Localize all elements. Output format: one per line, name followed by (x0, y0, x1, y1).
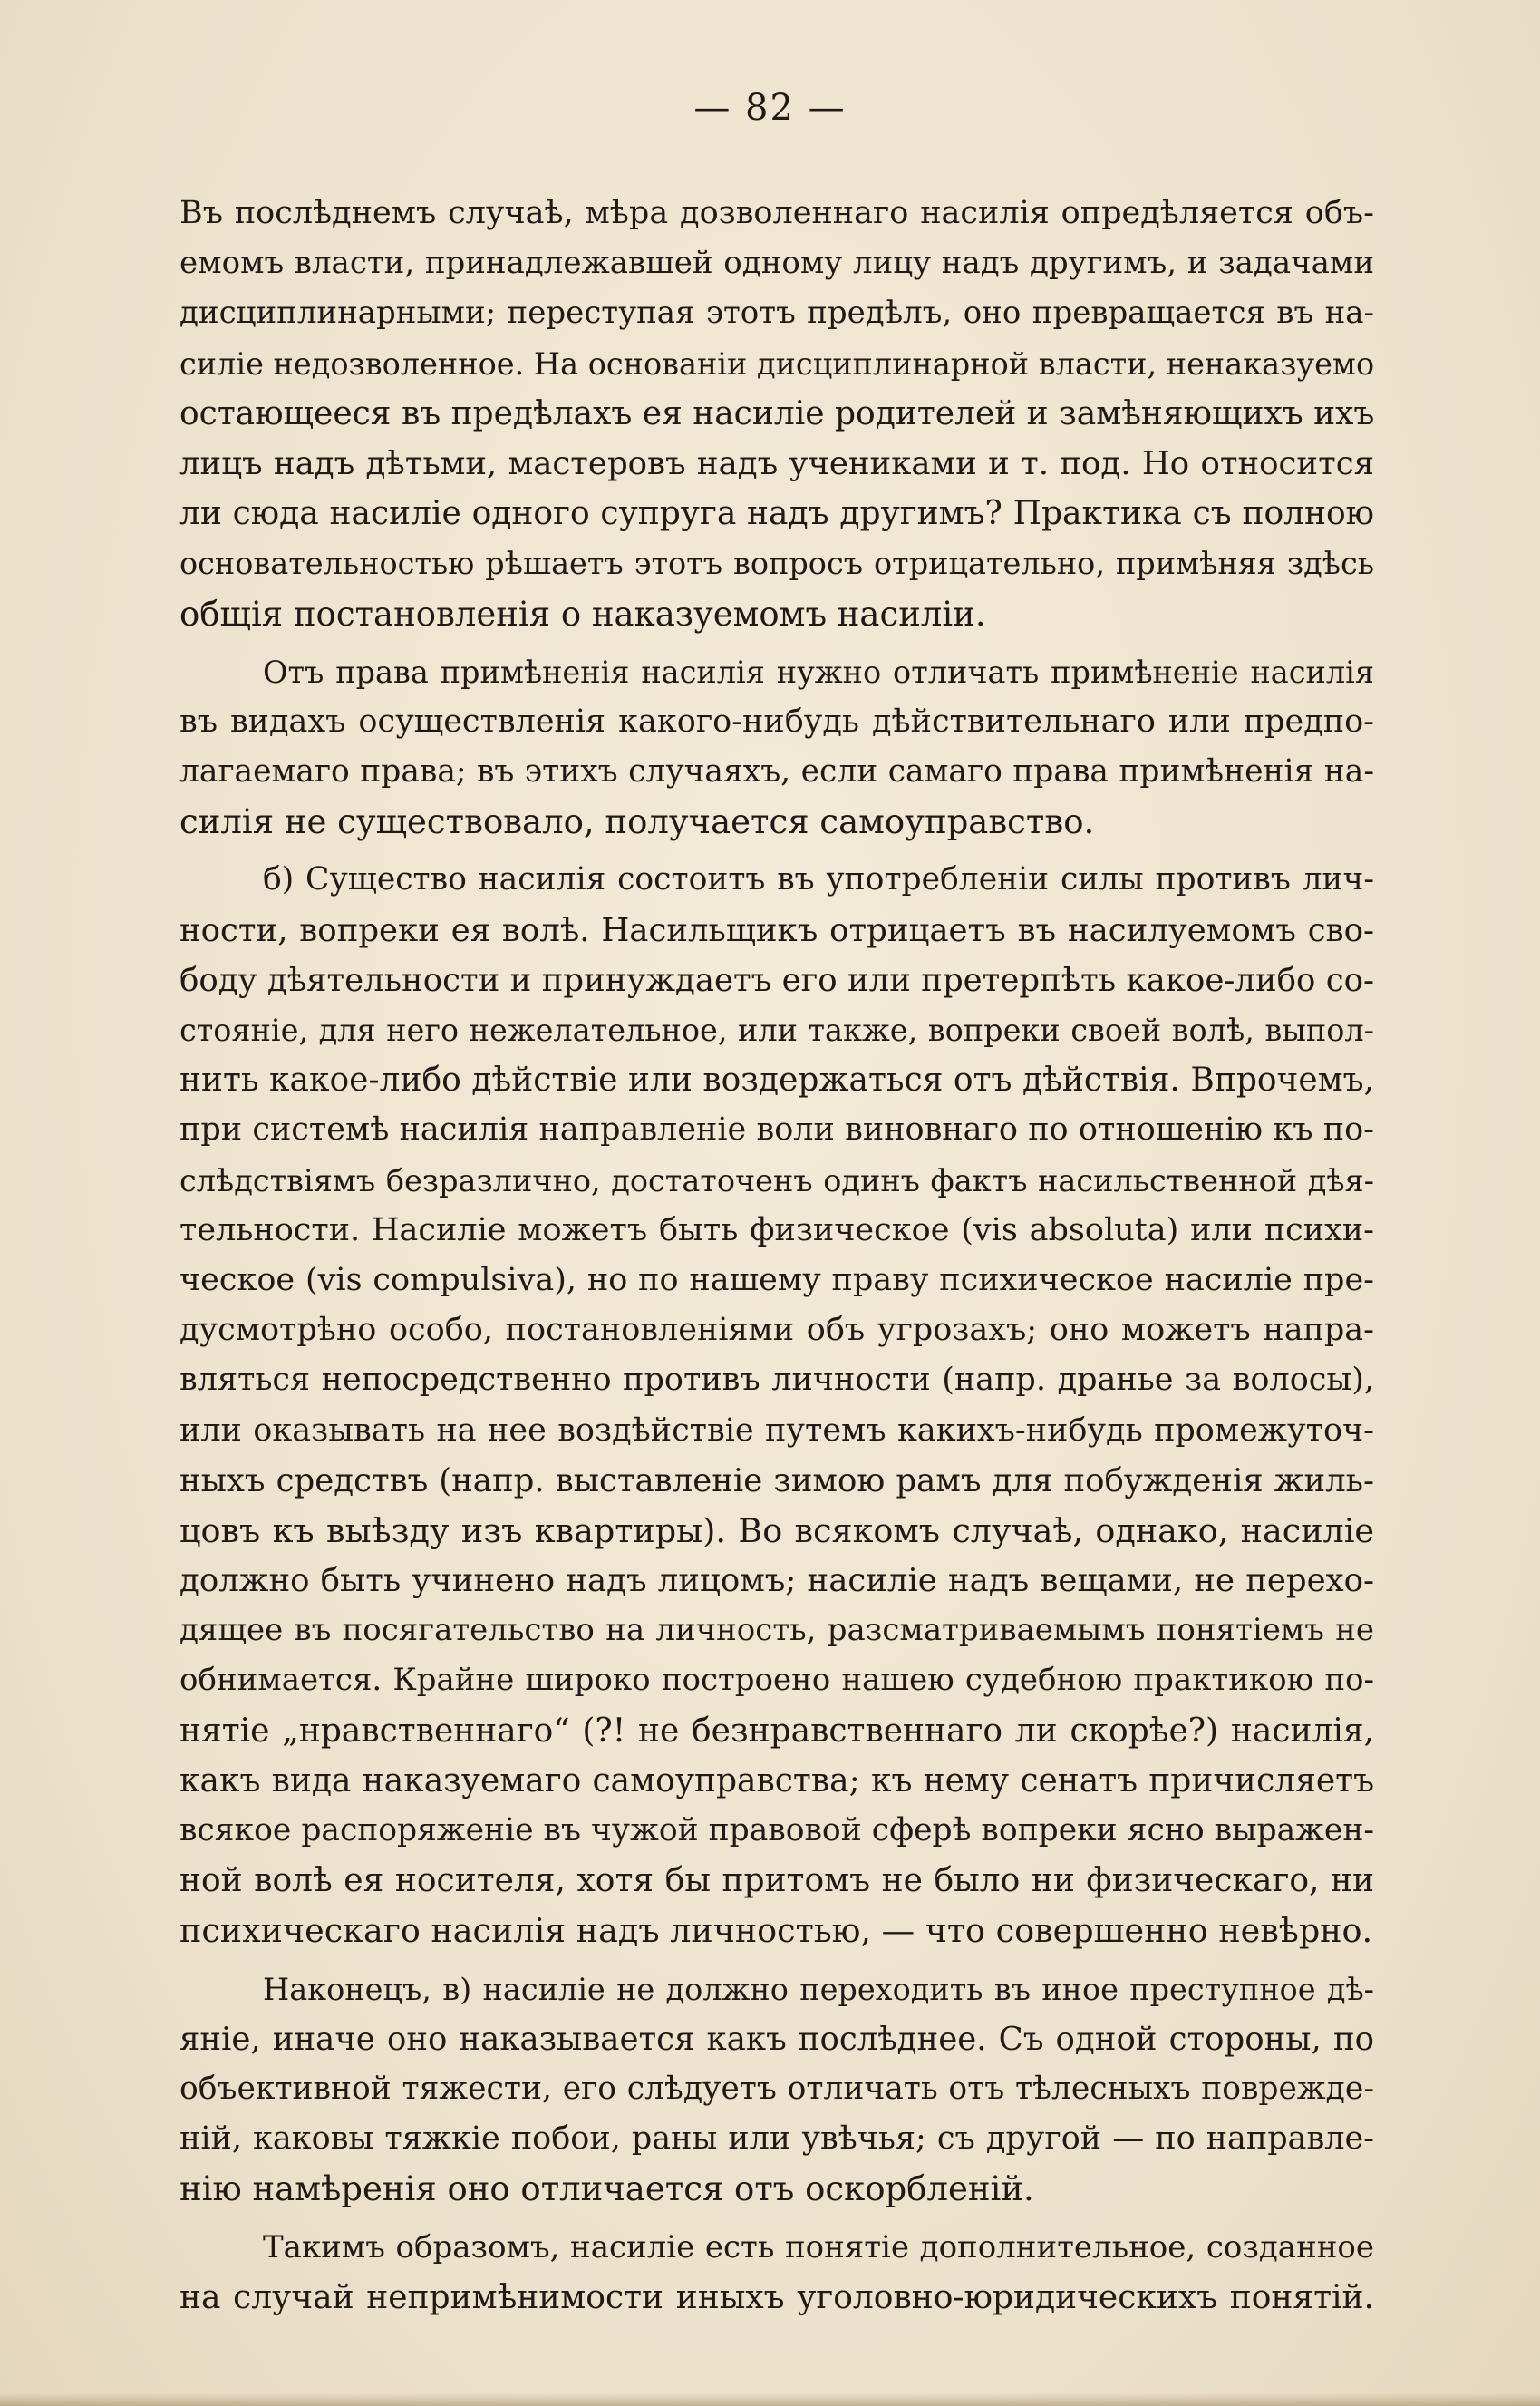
text-line: тельности. Насиліе можетъ быть физическое (vis absoluta) или психи- (179, 1211, 1374, 1248)
page-number: — 82 — (693, 87, 847, 129)
text-line: Отъ права примѣненія насилія нужно отличать примѣненіе насилія (263, 654, 1374, 690)
text-line: силіе недозволенное. На основаніи дисциплинарной власти, ненаказуемо (179, 345, 1374, 382)
text-line: обнимается. Крайне широко построено нашею судебною практикою по- (179, 1662, 1374, 1699)
text-line: въ видахъ осуществленія какого-нибудь дѣйствительнаго или предпо- (179, 703, 1374, 740)
text-line: силія не существовало, получается самоуправство. (179, 802, 1095, 842)
text-line: слѣдствіямъ безразлично, достаточенъ одинъ фактъ насильственной дѣя- (179, 1162, 1374, 1198)
text-line: какъ вида наказуемаго самоуправства; къ нему сенатъ причисляетъ (179, 1761, 1374, 1800)
paragraph (179, 2223, 1374, 2323)
text-line: основательностью рѣшаетъ этотъ вопросъ отрицательно, примѣняя здѣсь (179, 546, 1374, 582)
text-line: ной волѣ ея носителя, хотя бы притомъ не было ни физическаго, ни (179, 1862, 1374, 1900)
text-line: ли сюда насиліе одного супруга надъ другимъ? Практика съ полною (179, 495, 1374, 533)
text-line: всякое распоряженіе въ чужой правовой сферѣ вопреки ясно выражен- (179, 1812, 1374, 1848)
text-line: лицъ надъ дѣтьми, мастеровъ надъ учениками и т. под. Но относится (179, 444, 1374, 482)
text-line: ности, вопреки ея волѣ. Насильщикъ отрицаетъ въ насилуемомъ сво- (179, 911, 1374, 949)
page-bottom-edge (0, 2393, 1540, 2406)
text-line: яніе, иначе оно наказывается какъ послѣднее. Съ одной стороны, по (179, 2020, 1374, 2058)
text-line: объективной тяжести, его слѣдуетъ отличать отъ тѣлесныхъ поврежде- (179, 2070, 1374, 2107)
text-line: дусмотрѣно особо, постановленіями объ угрозахъ; оно можетъ напра- (179, 1312, 1374, 1349)
paragraph (179, 1965, 1374, 2215)
paragraph (179, 855, 1374, 1955)
text-line: на случай непримѣнимости иныхъ уголовно-юридическихъ понятій. (179, 2278, 1374, 2316)
text-line: лагаемаго права; въ этихъ случаяхъ, если самаго права примѣненія на- (179, 753, 1374, 791)
text-line: дящее въ посягательство на личность, разсматриваемымъ понятіемъ не (179, 1612, 1374, 1649)
text-line: психическаго насилія надъ личностью, — что совершенно невѣрно. (179, 1911, 1373, 1951)
paragraph (179, 647, 1374, 848)
text-line: или оказывать на нее воздѣйствіе путемъ какихъ-нибудь промежуточ- (179, 1412, 1374, 1449)
paragraph (179, 189, 1374, 639)
text-line: Въ послѣднемъ случаѣ, мѣра дозволеннаго насилія опредѣляется объ- (179, 195, 1374, 231)
text-line: ныхъ средствъ (напр. выставленіе зимою рамъ для побужденія жиль- (179, 1461, 1374, 1499)
text-line: Такимъ образомъ, насиліе есть понятіе дополнительное, созданное (263, 2228, 1374, 2265)
text-line: ческое (vis compulsiva), но по нашему праву психическое насиліе пре- (179, 1261, 1374, 1298)
text-line: дисциплинарными; переступая этотъ предѣлъ, оно превращается въ на- (179, 295, 1374, 332)
text-line: при системѣ насилія направленіе воли виновнаго по отношенію къ по- (179, 1111, 1374, 1149)
text-line: б) Существо насилія состоитъ въ употребленіи силы противъ лич- (263, 861, 1374, 898)
text-line: нить какое-либо дѣйствіе или воздержаться отъ дѣйствія. Впрочемъ, (179, 1062, 1374, 1100)
text-line: должно быть учинено надъ лицомъ; насиліе надъ вещами, не перехо- (179, 1562, 1374, 1600)
text-line: цовъ къ выѣзду изъ квартиры). Во всякомъ случаѣ, однако, насиліе (179, 1510, 1374, 1550)
text-line: общія постановленія о наказуемомъ насиліи. (179, 594, 986, 634)
text-line: вляться непосредственно противъ личности (напр. дранье за волосы), (179, 1362, 1374, 1399)
text-line: Наконецъ, в) насиліе не должно переходить въ иное преступное дѣ- (263, 1971, 1374, 2007)
text-line: остающееся въ предѣлахъ ея насиліе родителей и замѣняющихъ ихъ (179, 394, 1374, 432)
body-text (179, 189, 1374, 2323)
text-line: емомъ власти, принадлежавшей одному лицу надъ другимъ, и задачами (179, 245, 1374, 282)
text-line: нятіе „нравственнаго“ (?! не безнравственнаго ли скорѣе?) насилія, (179, 1712, 1374, 1750)
text-line: стояніе, для него нежелательное, или также, вопреки своей волѣ, выпол- (179, 1013, 1374, 1048)
text-line: ній, каковы тяжкіе побои, раны или увѣчья; съ другой — по направле- (179, 2120, 1374, 2158)
text-line: нію намѣренія оно отличается отъ оскорбленій. (179, 2169, 1034, 2209)
text-line: боду дѣятельности и принуждаетъ его или претерпѣть какое-либо со- (179, 961, 1374, 999)
